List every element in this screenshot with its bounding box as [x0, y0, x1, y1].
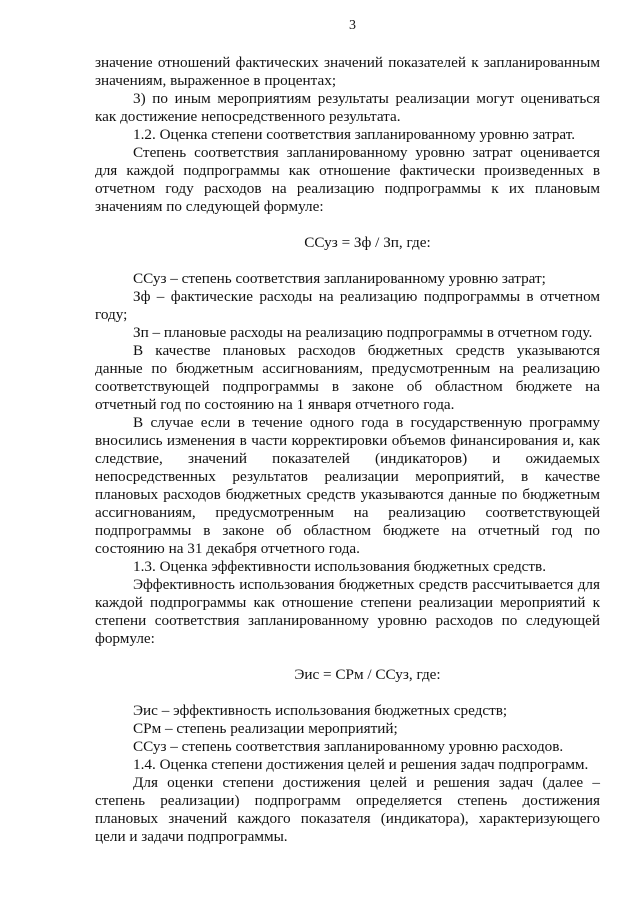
formula-budget-efficiency: Эис = СРм / ССуз, где: — [294, 666, 441, 683]
page-number: 3 — [349, 18, 356, 33]
formula-cost-compliance: ССуз = Зф / Зп, где: — [304, 234, 431, 251]
definition-ssuz-expenses: ССуз – степень соответствия запланированному уровню расходов. — [133, 738, 564, 755]
definition-srm: СРм – степень реализации мероприятий; — [133, 720, 398, 737]
section-heading-1-4: 1.4. Оценка степени достижения целей и решения задач подпрограмм. — [133, 756, 589, 773]
definition-ssuz: ССуз – степень соответствия запланированному уровню затрат; — [133, 270, 546, 287]
definition-zp: Зп – плановые расходы на реализацию подпрограммы в отчетном году. — [133, 324, 593, 341]
section-heading-1-2: 1.2. Оценка степени соответствия запланированному уровню затрат. — [133, 126, 576, 143]
definition-eis: Эис – эффективность использования бюджетных средств; — [133, 702, 508, 719]
paragraph-percent-value: значение отношений фактических значений показателей к запланированным значениям, выраженное в процентах; — [95, 54, 600, 89]
paragraph-cost-compliance: Степень соответствия запланированному уровню затрат оценивается для каждой подпрограммы как отношение фактически произведенных в отчетном году расходов на реализацию подпрограммы к их плановым значениям по следующей формуле: — [95, 144, 600, 215]
paragraph-program-changes: В случае если в течение одного года в государственную программу вносились изменения в части корректировки объемов финансирования и, как следствие, значений показателей (индикаторов) и ожидаемых непосредственных результатов реализации мероприятий, в качестве плановых расходов бюджетных средств указываются данные по бюджетным ассигнованиям, предусмотренным на реализацию соответствующей подпрограммы в законе об областном бюджете на отчетный год по состоянию на 31 декабря отчетного года. — [95, 414, 600, 557]
paragraph-goals-assessment: Для оценки степени достижения целей и решения задач (далее – степень реализации) подпрограмм определяется степень достижения плановых значений каждого показателя (индикатора), характеризующего цели и задачи подпрограммы. — [95, 774, 600, 845]
paragraph-other-measures: 3) по иным мероприятиям результаты реализации могут оцениваться как достижение непосредственного результата. — [95, 90, 600, 125]
paragraph-budget-efficiency: Эффективность использования бюджетных средств рассчитывается для каждой подпрограммы как отношение степени реализации мероприятий к степени соответствия запланированному уровню расходов по следующей формуле: — [95, 576, 600, 647]
definition-zf: Зф – фактические расходы на реализацию подпрограммы в отчетном году; — [95, 288, 600, 323]
paragraph-planned-expenses: В качестве плановых расходов бюджетных средств указываются данные по бюджетным ассигнованиям, предусмотренным на реализацию соответствующей подпрограммы в законе об областном бюджете на отчетный год по состоянию на 1 января отчетного года. — [95, 342, 600, 413]
section-heading-1-3: 1.3. Оценка эффективности использования бюджетных средств. — [133, 558, 547, 575]
